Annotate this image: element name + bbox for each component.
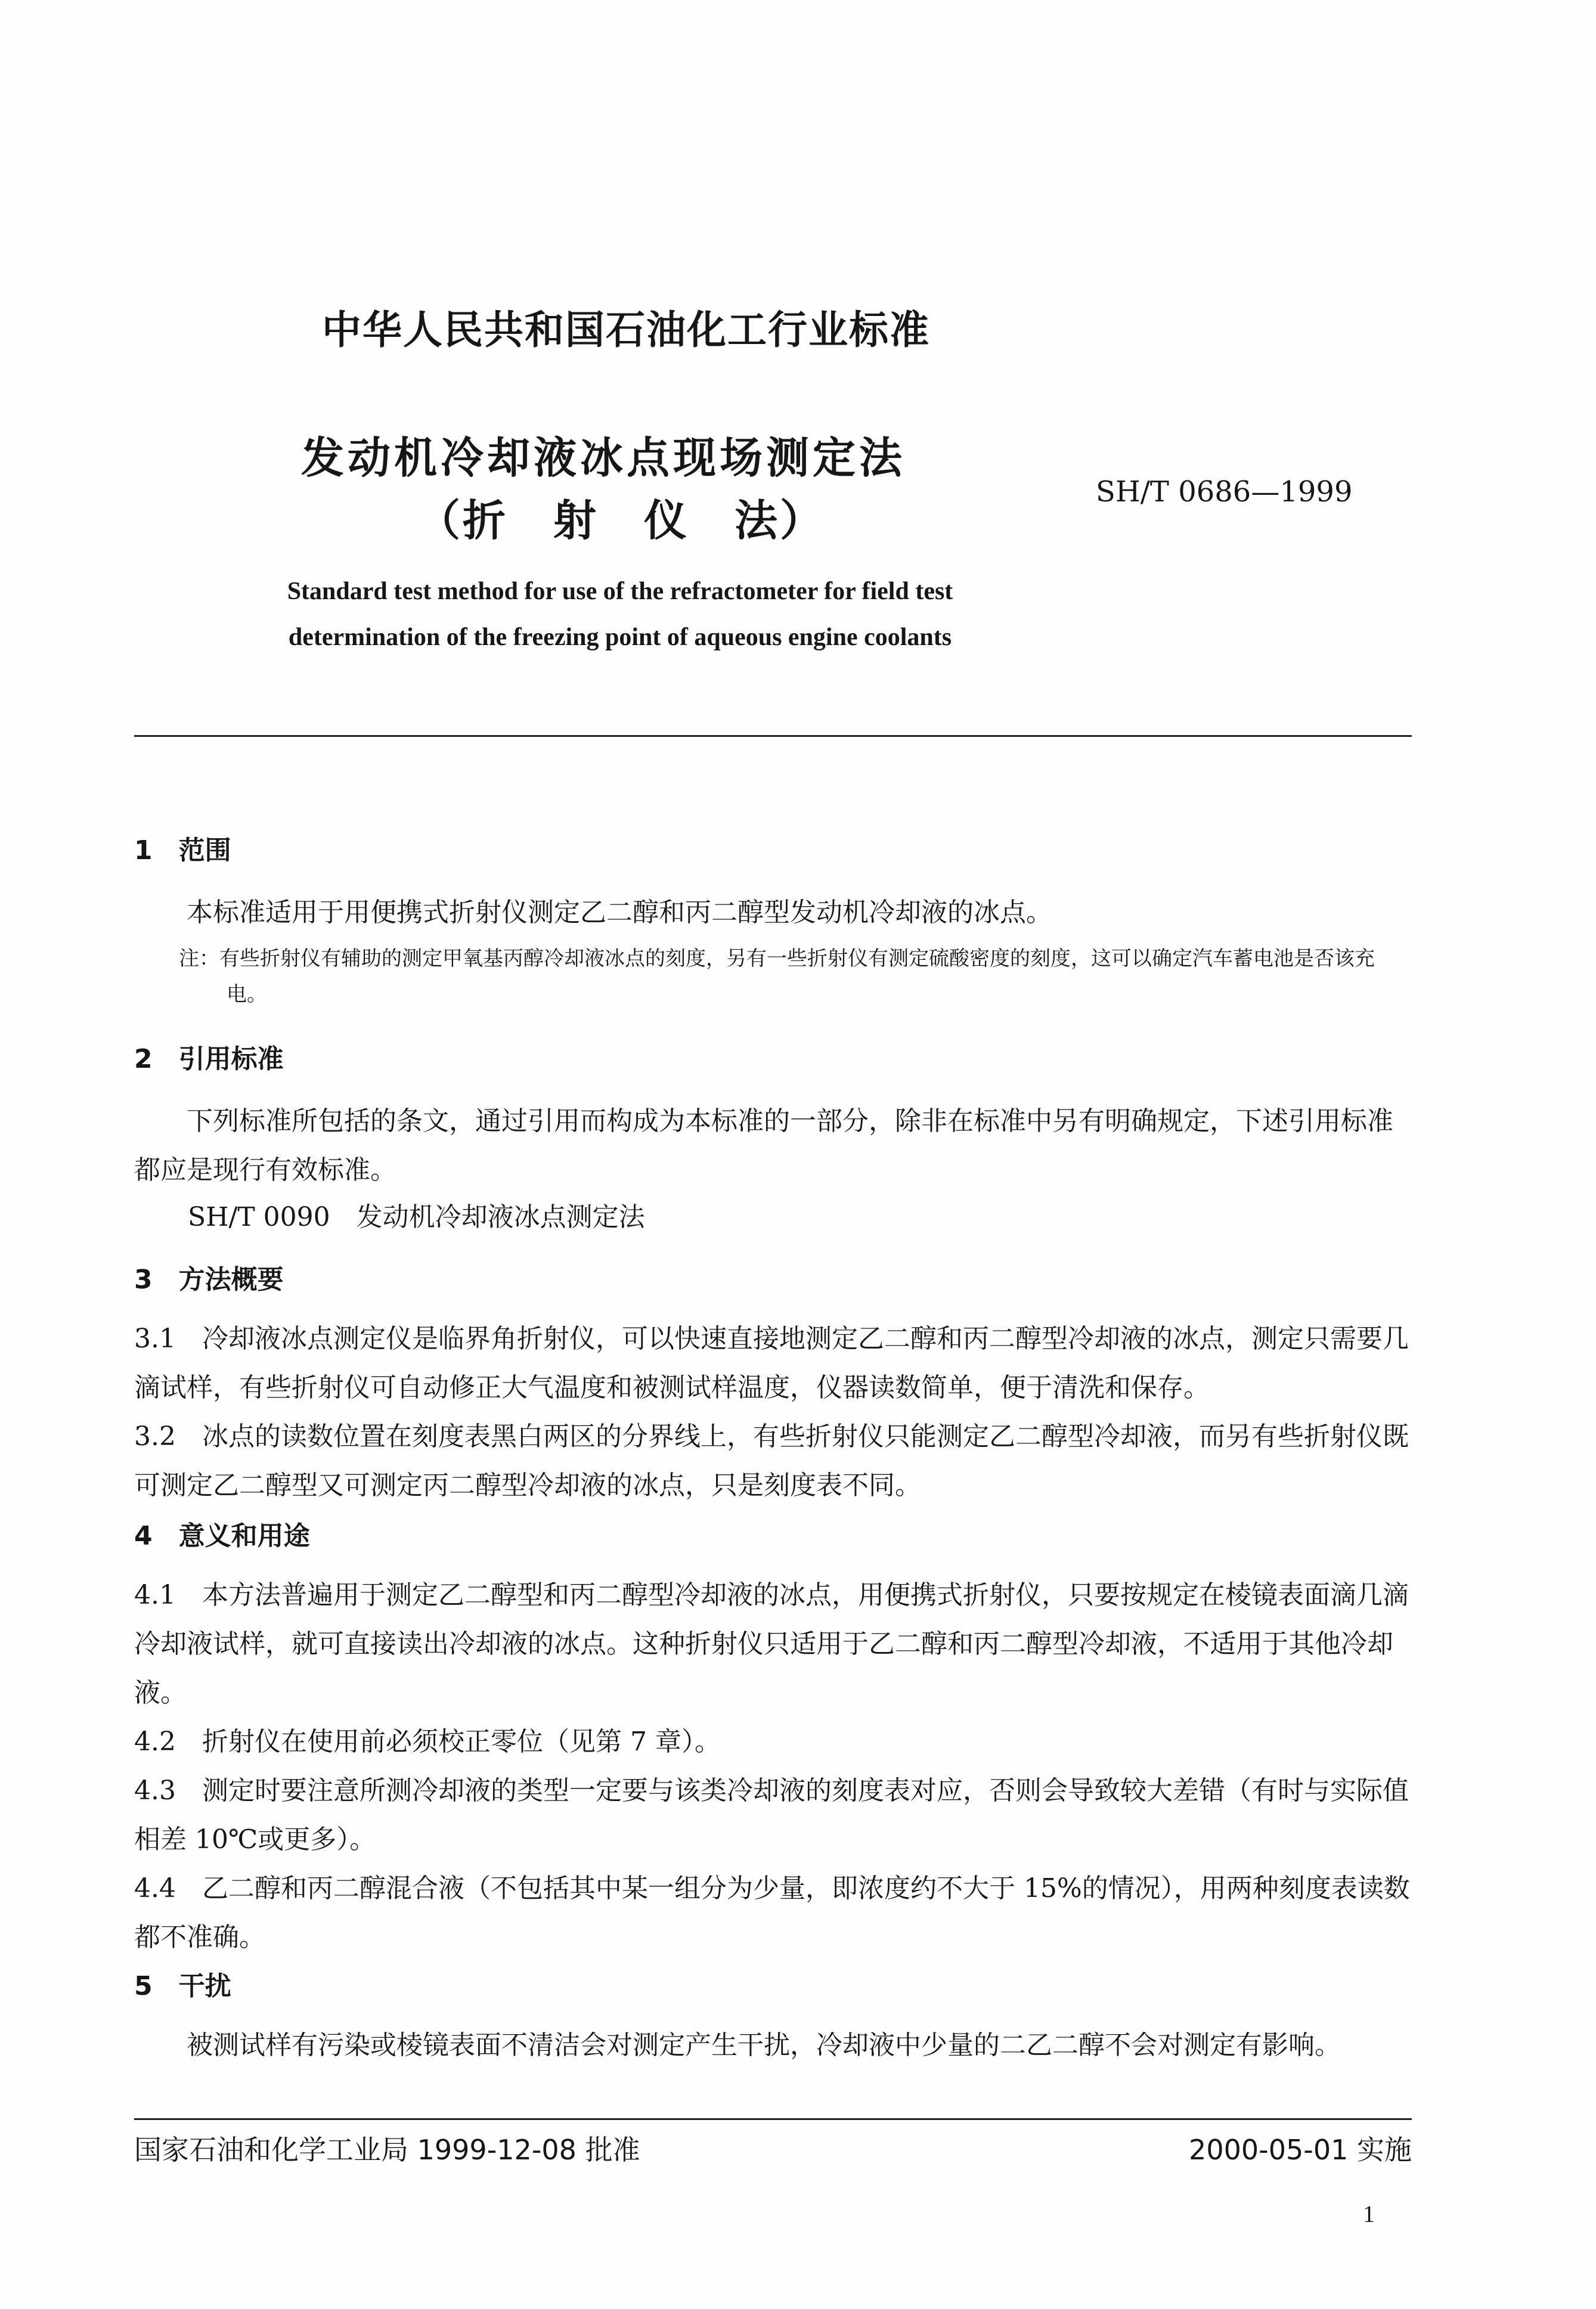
industry-standard-title: 中华人民共和国石油化工行业标准 [322,307,930,353]
section-1-heading: 1 范围 [134,835,231,866]
section-1-paragraph: 本标准适用于用便携式折射仪测定乙二醇和丙二醇型发动机冷却液的冰点。 [187,897,1052,928]
approval-line: 国家石油和化学工业局 1999-12-08 批准 [134,2134,640,2166]
section-2-paragraph: 下列标准所包括的条文，通过引用而构成为本标准的一部分，除非在标准中另有明确规定，下述引用标准都应是现行有效标准。 [134,1106,1393,1185]
english-title-line-2: determination of the freezing point of aqueous engine coolants [288,624,952,651]
clause-3-1: 3.1 冷却液冰点测定仪是临界角折射仪，可以快速直接地测定乙二醇和丙二醇型冷却液的冰点，测定只需要几滴试样，有些折射仪可自动修正大气温度和被测试样温度，仪器读数简单，便于清洗和保存。 [134,1324,1409,1403]
section-5-paragraph: 被测试样有污染或棱镜表面不清洁会对测定产生干扰，冷却液中少量的二乙二醇不会对测定有影响。 [187,2030,1341,2060]
standard-number: SH/T 0686—1999 [1096,475,1353,509]
document-title: 发动机冷却液冰点现场测定法 [301,433,906,483]
english-title-line-1: Standard test method for use of the refractometer for field test [287,578,953,605]
section-3-heading: 3 方法概要 [134,1264,284,1295]
referenced-standard: SH/T 0090 发动机冷却液冰点测定法 [188,1202,645,1232]
clause-3-2: 3.2 冰点的读数位置在刻度表黑白两区的分界线上，有些折射仪只能测定乙二醇型冷却液，而另有些折射仪既可测定乙二醇型又可测定丙二醇型冷却液的冰点，只是刻度表不同。 [134,1421,1409,1501]
clause-4-1: 4.1 本方法普遍用于测定乙二醇型和丙二醇型冷却液的冰点，用便携式折射仪，只要按规定在棱镜表面滴几滴冷却液试样，就可直接读出冷却液的冰点。这种折射仪只适用于乙二醇和丙二醇型冷却液，不适用于其他冷却液。 [134,1580,1409,1708]
section-5-heading: 5 干扰 [134,1971,231,2001]
section-2-heading: 2 引用标准 [134,1044,284,1074]
header-divider [134,735,1412,737]
implementation-date: 2000-05-01 实施 [1189,2134,1412,2166]
clause-4-3: 4.3 测定时要注意所测冷却液的类型一定要与该类冷却液的刻度表对应，否则会导致较大差错（有时与实际值相差 10℃或更多）。 [134,1775,1409,1855]
clause-4-2: 4.2 折射仪在使用前必须校正零位（见第 7 章）。 [134,1727,721,1757]
page-number: 1 [1363,2200,1375,2227]
document-subtitle: （折 射 仪 法） [417,495,826,546]
section-1-note: 注：有些折射仪有辅助的测定甲氧基丙醇冷却液冰点的刻度，另有一些折射仪有测定硫酸密度的刻度，这可以确定汽车蓄电池是否该充电。 [179,947,1375,1006]
section-4-heading: 4 意义和用途 [134,1521,310,1551]
footer-divider [134,2118,1412,2120]
clause-4-4: 4.4 乙二醇和丙二醇混合液（不包括其中某一组分为少量，即浓度约不大于 15%的情况），用两种刻度表读数都不准确。 [134,1873,1410,1952]
